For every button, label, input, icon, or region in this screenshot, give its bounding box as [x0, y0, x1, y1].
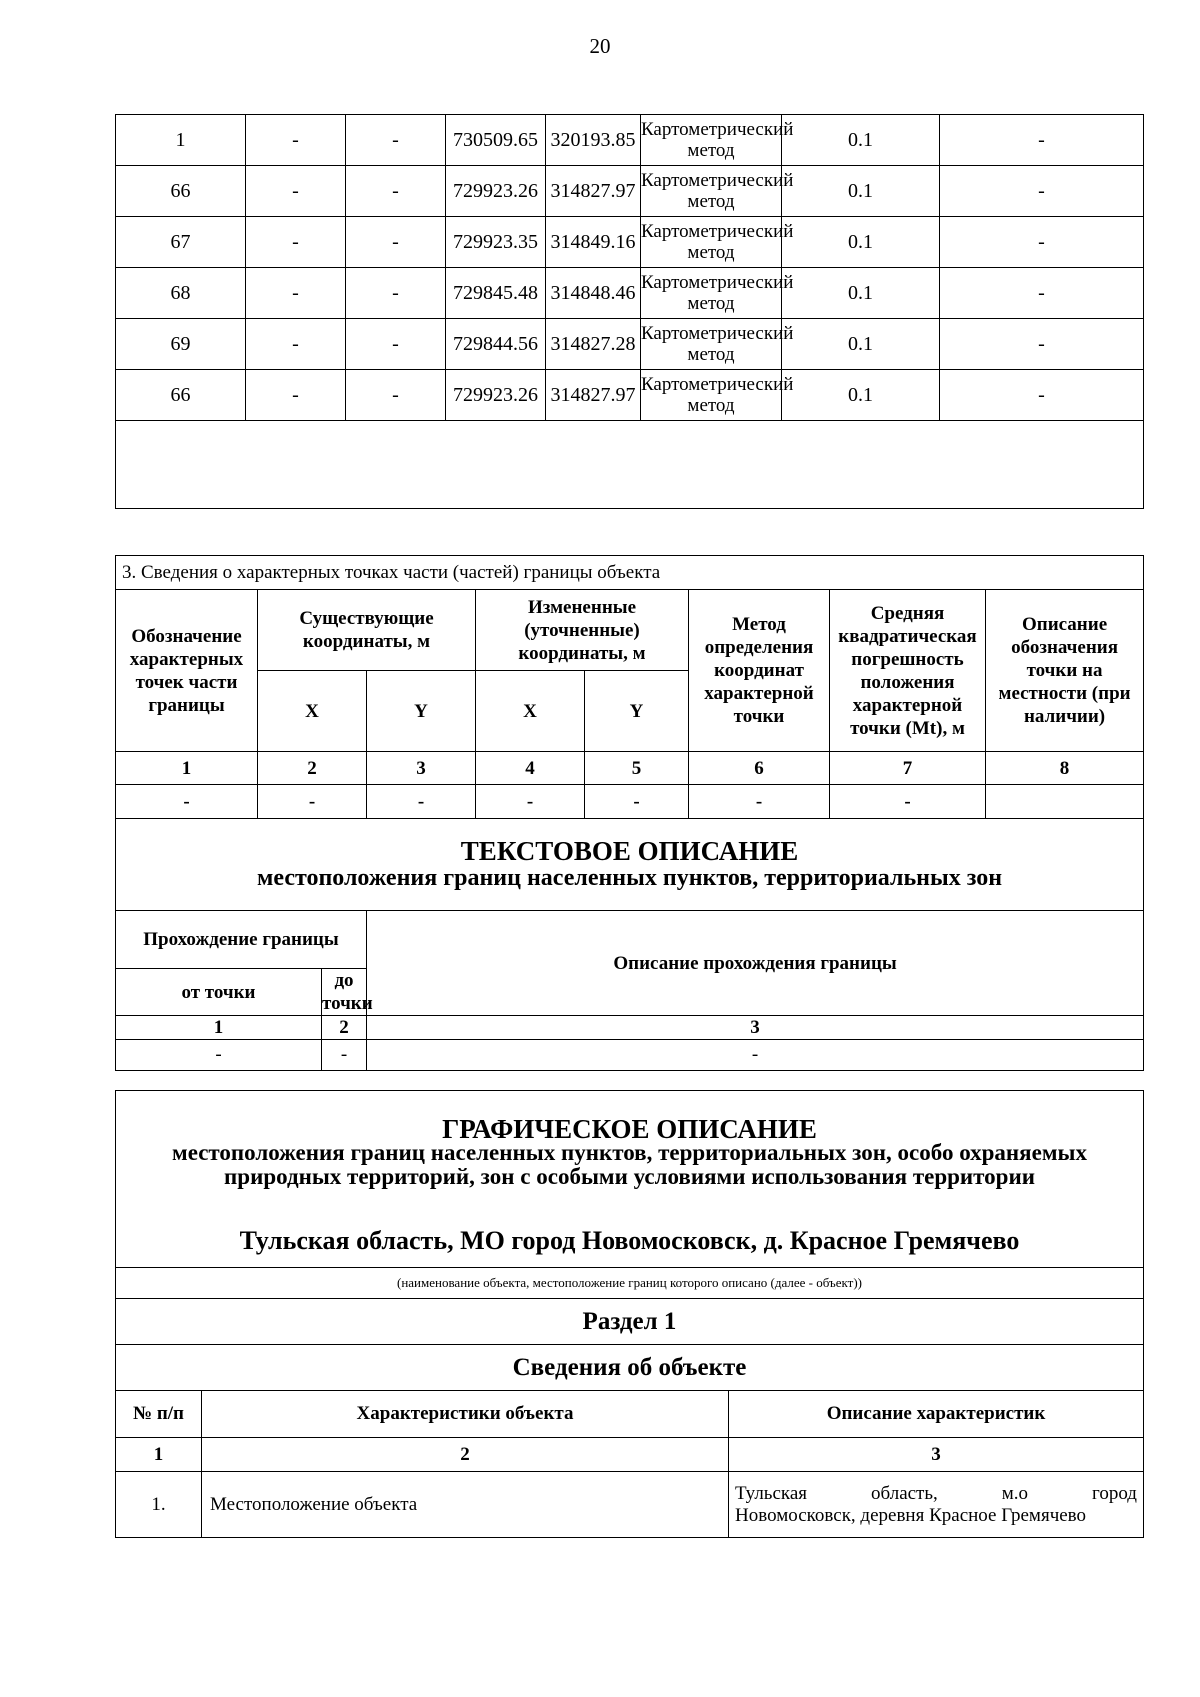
cell — [986, 785, 1144, 819]
row-number: 1. — [116, 1472, 202, 1538]
header-to-point: до точки — [322, 970, 373, 1014]
table-row — [116, 785, 1144, 819]
changed-x: 729844.56 — [446, 319, 546, 370]
accuracy: 0.1 — [782, 115, 940, 166]
method: Картометрический метод — [641, 217, 782, 268]
header-existing-y: Y — [367, 671, 476, 752]
coordinates-table — [115, 114, 1144, 509]
column-number: 3 — [367, 752, 476, 785]
word: город — [1092, 1482, 1137, 1504]
column-number: 2 — [322, 1016, 367, 1040]
method: Картометрический метод — [641, 166, 782, 217]
existing-y: - — [346, 217, 446, 268]
cell: - — [689, 785, 830, 819]
point-description: - — [940, 319, 1144, 370]
cell: - — [585, 785, 689, 819]
empty-cell — [116, 421, 1144, 509]
empty-row — [116, 421, 1144, 509]
text-description-title: ТЕКСТОВОЕ ОПИСАНИЕ — [460, 835, 799, 866]
column-number: 2 — [258, 752, 367, 785]
accuracy: 0.1 — [782, 166, 940, 217]
changed-x: 729923.35 — [446, 217, 546, 268]
header-characteristic: Характеристики объекта — [202, 1391, 729, 1438]
column-number: 1 — [116, 1438, 202, 1472]
column-numbers-row — [116, 752, 1144, 785]
column-number: 1 — [116, 752, 258, 785]
column-number: 2 — [202, 1438, 729, 1472]
cell: - — [116, 1040, 322, 1071]
accuracy: 0.1 — [782, 319, 940, 370]
table-row — [116, 268, 1144, 319]
existing-y: - — [346, 370, 446, 421]
header-designation: Обозначение характерных точек части границы — [116, 590, 258, 752]
accuracy: 0.1 — [782, 370, 940, 421]
header-changed-y: Y — [585, 671, 689, 752]
graphic-description-title: ГРАФИЧЕСКОЕ ОПИСАНИЕ — [442, 1114, 817, 1144]
point-description: - — [940, 370, 1144, 421]
changed-x: 729845.48 — [446, 268, 546, 319]
existing-x: - — [246, 268, 346, 319]
characteristic-name: Местоположение объекта — [202, 1472, 729, 1538]
changed-x: 729923.26 — [446, 370, 546, 421]
column-numbers-row — [116, 1016, 1144, 1040]
cell: - — [258, 785, 367, 819]
cell: - — [367, 785, 476, 819]
table-row — [116, 217, 1144, 268]
existing-y: - — [346, 166, 446, 217]
header-changed-coords: Измененные (уточненные) координаты, м — [476, 590, 689, 671]
point-number: 69 — [116, 319, 246, 370]
header-passage-description: Описание прохождения границы — [367, 911, 1144, 1016]
changed-y: 314849.16 — [546, 217, 641, 268]
table-row — [116, 115, 1144, 166]
existing-x: - — [246, 319, 346, 370]
point-number: 66 — [116, 370, 246, 421]
cell: - — [830, 785, 986, 819]
changed-y: 314827.28 — [546, 319, 641, 370]
changed-y: 314827.97 — [546, 370, 641, 421]
method: Картометрический метод — [641, 370, 782, 421]
cell: - — [116, 785, 258, 819]
method: Картометрический метод — [641, 319, 782, 370]
description-line: Новомосковск, деревня Красное Гремячево — [735, 1504, 1087, 1526]
method: Картометрический метод — [641, 115, 782, 166]
header-changed-x: X — [476, 671, 585, 752]
point-number: 67 — [116, 217, 246, 268]
method: Картометрический метод — [641, 268, 782, 319]
text-description-heading — [116, 819, 1144, 911]
header-method: Метод определения координат характерной точки — [689, 590, 830, 752]
header-existing-x: X — [258, 671, 367, 752]
header-existing-coords: Существующие координаты, м — [258, 590, 476, 671]
table-row — [116, 1040, 1144, 1071]
characteristic-points-table — [115, 555, 1144, 1071]
characteristic-value — [729, 1472, 1144, 1538]
column-number: 3 — [367, 1016, 1144, 1040]
point-description: - — [940, 166, 1144, 217]
column-numbers-row — [116, 1438, 1144, 1472]
existing-x: - — [246, 370, 346, 421]
word: область, — [871, 1482, 938, 1504]
column-number: 4 — [476, 752, 585, 785]
graphic-description-heading — [116, 1091, 1144, 1268]
changed-y: 314848.46 — [546, 268, 641, 319]
existing-y: - — [346, 115, 446, 166]
text-description-subtitle: местоположения границ населенных пунктов, территориальных зон — [257, 864, 1003, 891]
cell: - — [322, 1040, 367, 1071]
graphic-description-subtitle: местоположения границ населенных пунктов, территориальных зон, особо охраняемых природных территорий, зон с особыми условиями использования территории — [172, 1140, 1087, 1189]
section-title: Сведения об объекте — [116, 1345, 1144, 1391]
header-passage: Прохождение границы — [116, 911, 367, 969]
graphic-description-table — [115, 1090, 1144, 1538]
header-number: № п/п — [116, 1391, 202, 1438]
changed-y: 320193.85 — [546, 115, 641, 166]
object-location: Тульская область, МО город Новомосковск, д. Красное Гремячево — [239, 1226, 1020, 1255]
table-row — [116, 370, 1144, 421]
cell: - — [476, 785, 585, 819]
header-error: Средняя квадратическая погрешность положения характерной точки (Mt), м — [830, 590, 986, 752]
column-number: 5 — [585, 752, 689, 785]
object-caption: (наименование объекта, местоположение границ которого описано (далее - объект)) — [116, 1268, 1144, 1299]
existing-y: - — [346, 268, 446, 319]
point-description: - — [940, 217, 1144, 268]
header-characteristic-description: Описание характеристик — [729, 1391, 1144, 1438]
table-row — [116, 319, 1144, 370]
point-description: - — [940, 115, 1144, 166]
point-number: 1 — [116, 115, 246, 166]
existing-y: - — [346, 319, 446, 370]
column-number: 7 — [830, 752, 986, 785]
existing-x: - — [246, 166, 346, 217]
point-number: 66 — [116, 166, 246, 217]
column-number: 6 — [689, 752, 830, 785]
section3-title: 3. Сведения о характерных точках части (частей) границы объекта — [116, 556, 1144, 590]
header-description: Описание обозначения точки на местности (при наличии) — [986, 590, 1144, 752]
column-number: 8 — [986, 752, 1144, 785]
point-number: 68 — [116, 268, 246, 319]
accuracy: 0.1 — [782, 217, 940, 268]
existing-x: - — [246, 115, 346, 166]
page-number: 20 — [589, 34, 611, 58]
table-row — [116, 1472, 1144, 1538]
point-description: - — [940, 268, 1144, 319]
changed-x: 729923.26 — [446, 166, 546, 217]
header-from-point: от точки — [116, 969, 322, 1016]
column-number: 1 — [116, 1016, 322, 1040]
section-number: Раздел 1 — [116, 1299, 1144, 1345]
changed-x: 730509.65 — [446, 115, 546, 166]
column-number: 3 — [729, 1438, 1144, 1472]
existing-x: - — [246, 217, 346, 268]
cell: - — [367, 1040, 1144, 1071]
changed-y: 314827.97 — [546, 166, 641, 217]
accuracy: 0.1 — [782, 268, 940, 319]
word: Тульская — [735, 1482, 808, 1504]
table-row — [116, 166, 1144, 217]
word: м.о — [1001, 1482, 1029, 1504]
